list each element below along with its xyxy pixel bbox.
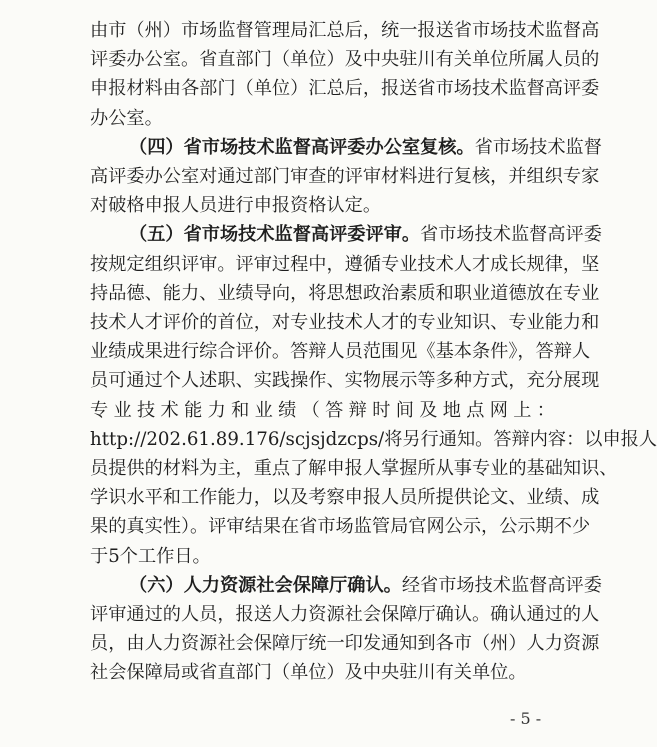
body-line: 申报材料由各部门（单位）汇总后，报送省市场技术监督高评委 [90,78,600,100]
body-line: 员可通过个人述职、实践操作、实物展示等多种方式，充分展现 [90,370,600,392]
body-text: 省市场技术监督 [474,136,602,158]
page-number: - 5 - [510,709,542,728]
body-line: 专业技术能力和业绩（答辩时间及地点网上： [90,399,555,421]
body-line: 技术人才评价的首位，对专业技术人才的专业知识、专业能力和 [90,312,600,333]
section-heading-line [129,573,602,599]
body-text: 经省市场技术监督高评委 [401,574,602,596]
body-line: 办公室。 [90,107,163,129]
body-line: 评委办公室。省直部门（单位）及中央驻川有关单位所属人员的 [90,49,600,71]
body-line: 按规定组织评审。评审过程中，遵循专业技术人才成长规律，坚 [90,253,600,275]
body-line: 持品德、能力、业绩导向，将思想政治素质和职业道德放在专业 [90,282,600,304]
body-line: 于5个工作日。 [90,545,211,567]
section-heading-line [129,222,602,248]
body-line: 员提供的材料为主，重点了解申报人掌握所从事专业的基础知识、 [90,458,618,479]
section-heading-5: （五）省市场技术监督高评委评审。 [129,224,421,246]
body-line: 评审通过的人员，报送人力资源社会保障厅确认。确认通过的人 [90,604,600,625]
body-line: http://202.61.89.176/scjsjdzcps/将另行通知。答辩内容：以申报人 [90,428,657,450]
body-line: 由市（州）市场监督管理局汇总后，统一报送省市场技术监督高 [90,20,600,41]
body-line: 高评委办公室对通过部门审查的评审材料进行复核，并组织专家 [90,166,600,187]
body-line: 对破格申报人员进行申报资格认定。 [90,195,382,217]
body-line: 员，由人力资源社会保障厅统一印发通知到各市（州）人力资源 [90,633,600,655]
body-text: 省市场技术监督高评委 [420,224,602,246]
body-line: 业绩成果进行综合评价。答辩人员范围见《基本条件》，答辩人 [90,341,591,363]
body-line: 果的真实性）。评审结果在省市场监管局官网公示，公示期不少 [90,516,591,538]
section-heading-line [129,135,602,161]
body-line: 社会保障局或省直部门（单位）及中央驻川有关单位。 [90,662,527,684]
body-line: 学识水平和工作能力，以及考察申报人员所提供论文、业绩、成 [90,487,600,509]
section-heading-6: （六）人力资源社会保障厅确认。 [129,574,402,596]
section-heading-4: （四）省市场技术监督高评委办公室复核。 [129,136,475,158]
